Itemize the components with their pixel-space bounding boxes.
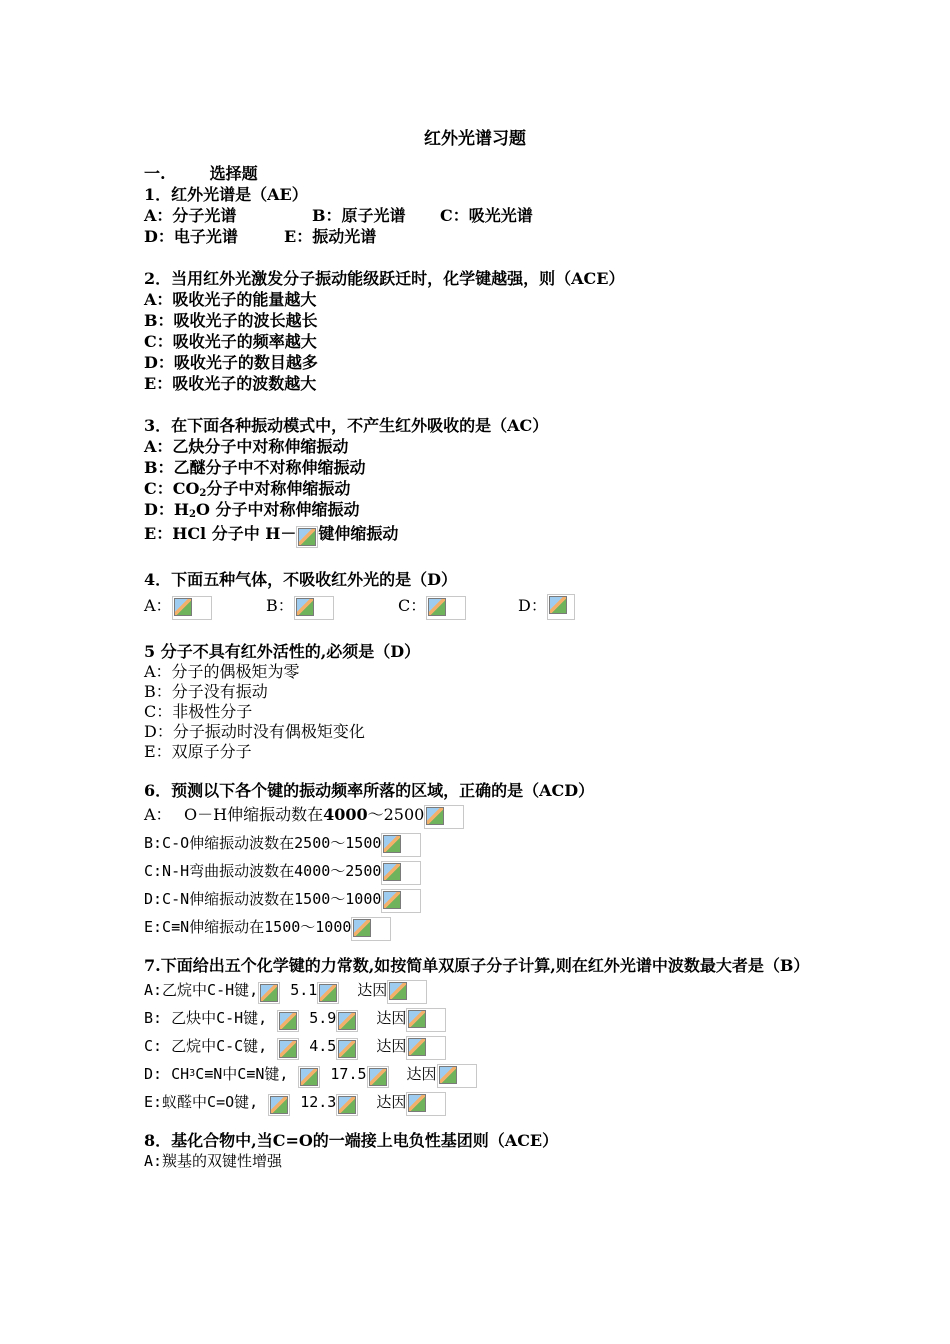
image-placeholder-icon: [294, 596, 334, 620]
image-placeholder-icon: [406, 1036, 446, 1060]
q7-option-d: D: CH 3 C≡N中C≡N键, 17.5 达因: [144, 1060, 824, 1088]
image-placeholder-icon: [547, 594, 575, 620]
q6-option-e: E:C≡N伸缩振动在1500～1000: [144, 913, 824, 941]
q2-stem: 2．当用红外光激发分子振动能级跃迁时，化学键越强，则（ACE）: [144, 269, 625, 288]
image-placeholder-icon: [277, 1010, 299, 1032]
q5-option-e: E：双原子分子: [144, 742, 252, 761]
section-label: 选择题: [209, 164, 258, 183]
image-placeholder-icon: [317, 982, 339, 1004]
q7-option-a: A:乙烷中C-H键, 5.1 达因: [144, 976, 824, 1004]
image-placeholder-icon: [298, 1066, 320, 1088]
q3-stem: 3．在下面各种振动模式中，不产生红外吸收的是（AC）: [144, 416, 549, 435]
image-placeholder-icon: [381, 861, 421, 885]
q6-option-b: B:C-O伸缩振动波数在2500～1500: [144, 829, 824, 857]
q2-option-e: E：吸收光子的波数越大: [144, 374, 317, 393]
image-placeholder-icon: [351, 917, 391, 941]
q4-option-c: C：: [398, 596, 427, 615]
q4-option-a: A：: [144, 596, 172, 615]
q2-option-c: C：吸收光子的频率越大: [144, 332, 317, 351]
q7-option-e: E:蚁醛中C=O键, 12.3 达因: [144, 1088, 824, 1116]
q4-option-b: B：: [266, 596, 294, 615]
image-placeholder-icon: [258, 982, 280, 1004]
q4-option-d: D：: [518, 596, 547, 615]
q2-option-b: B：吸收光子的波长越长: [144, 311, 318, 330]
image-placeholder-icon: [381, 889, 421, 913]
q3-option-c: C：$CO_2$分子中对称伸缩振动: [144, 479, 351, 499]
q1-option-b: B：原子光谱: [312, 206, 406, 225]
image-placeholder-icon: [381, 833, 421, 857]
q5-option-b: B：分子没有振动: [144, 682, 268, 701]
q8-option-a: A:羰基的双键性增强: [144, 1152, 283, 1170]
q6-option-c: C:N-H弯曲振动波数在4000～2500: [144, 857, 824, 885]
image-placeholder-icon: [277, 1038, 299, 1060]
image-placeholder-icon: [172, 596, 212, 620]
q6-option-d: D:C-N伸缩振动波数在1500～1000: [144, 885, 824, 913]
image-placeholder-icon: [336, 1094, 358, 1116]
q6-option-a: A： O－H伸缩振动数在 4000 ～2500: [144, 801, 824, 829]
image-placeholder-icon: [426, 596, 466, 620]
q8-stem: 8．基化合物中,当C=O的一端接上电负性基团则（ACE）: [144, 1131, 559, 1150]
q1-options-row2: [144, 226, 824, 247]
q1-stem: 1．红外光谱是（AE）: [144, 185, 308, 204]
q7-option-b: B: 乙炔中C-H键, 5.9 达因: [144, 1004, 824, 1032]
document-body: [144, 163, 824, 1172]
q4-stem: 4．下面五种气体，不吸收红外光的是（D）: [144, 570, 458, 589]
image-placeholder-icon: [336, 1010, 358, 1032]
section-number: 一.: [144, 164, 166, 183]
image-placeholder-icon: [387, 980, 427, 1004]
q3-option-e: E：HCl 分子中 H－ 键伸缩振动: [144, 520, 824, 548]
q7-option-c: C: 乙烷中C-C键, 4.5 达因: [144, 1032, 824, 1060]
image-placeholder-icon: [406, 1092, 446, 1116]
image-placeholder-icon: [268, 1094, 290, 1116]
image-placeholder-icon: [406, 1008, 446, 1032]
q2-option-a: A：吸收光子的能量越大: [144, 290, 317, 309]
q6-stem: 6．预测以下各个键的振动频率所落的区域，正确的是（ACD）: [144, 781, 595, 800]
image-placeholder-icon: [336, 1038, 358, 1060]
q5-option-c: C：非极性分子: [144, 702, 253, 721]
q3-option-d: D：$H_2O$ 分子中对称伸缩振动: [144, 500, 360, 520]
image-placeholder-icon: [424, 805, 464, 829]
image-placeholder-icon: [296, 526, 318, 548]
page-title: 红外光谱习题: [424, 129, 526, 149]
q5-option-a: A：分子的偶极矩为零: [144, 662, 300, 681]
q1-option-e: E：振动光谱: [284, 227, 377, 246]
q3-option-b: B：乙醚分子中不对称伸缩振动: [144, 458, 366, 477]
q5-option-d: D：分子振动时没有偶极矩变化: [144, 722, 365, 741]
q1-option-d: D：电子光谱: [144, 227, 238, 246]
q7-stem: 7.下面给出五个化学键的力常数,如按简单双原子分子计算,则在红外光谱中波数最大者是（B）: [144, 956, 810, 975]
q3-option-a: A：乙炔分子中对称伸缩振动: [144, 437, 349, 456]
section-heading: [144, 163, 824, 184]
q5-stem: 5 分子不具有红外活性的,必须是（D）: [144, 642, 421, 661]
q1-option-a: A：分子光谱: [144, 206, 237, 225]
q1-options-row1: [144, 205, 824, 226]
q2-option-d: D：吸收光子的数目越多: [144, 353, 318, 372]
image-placeholder-icon: [437, 1064, 477, 1088]
image-placeholder-icon: [367, 1066, 389, 1088]
q4-options: [144, 590, 824, 620]
q1-option-c: C：吸光光谱: [440, 206, 533, 225]
